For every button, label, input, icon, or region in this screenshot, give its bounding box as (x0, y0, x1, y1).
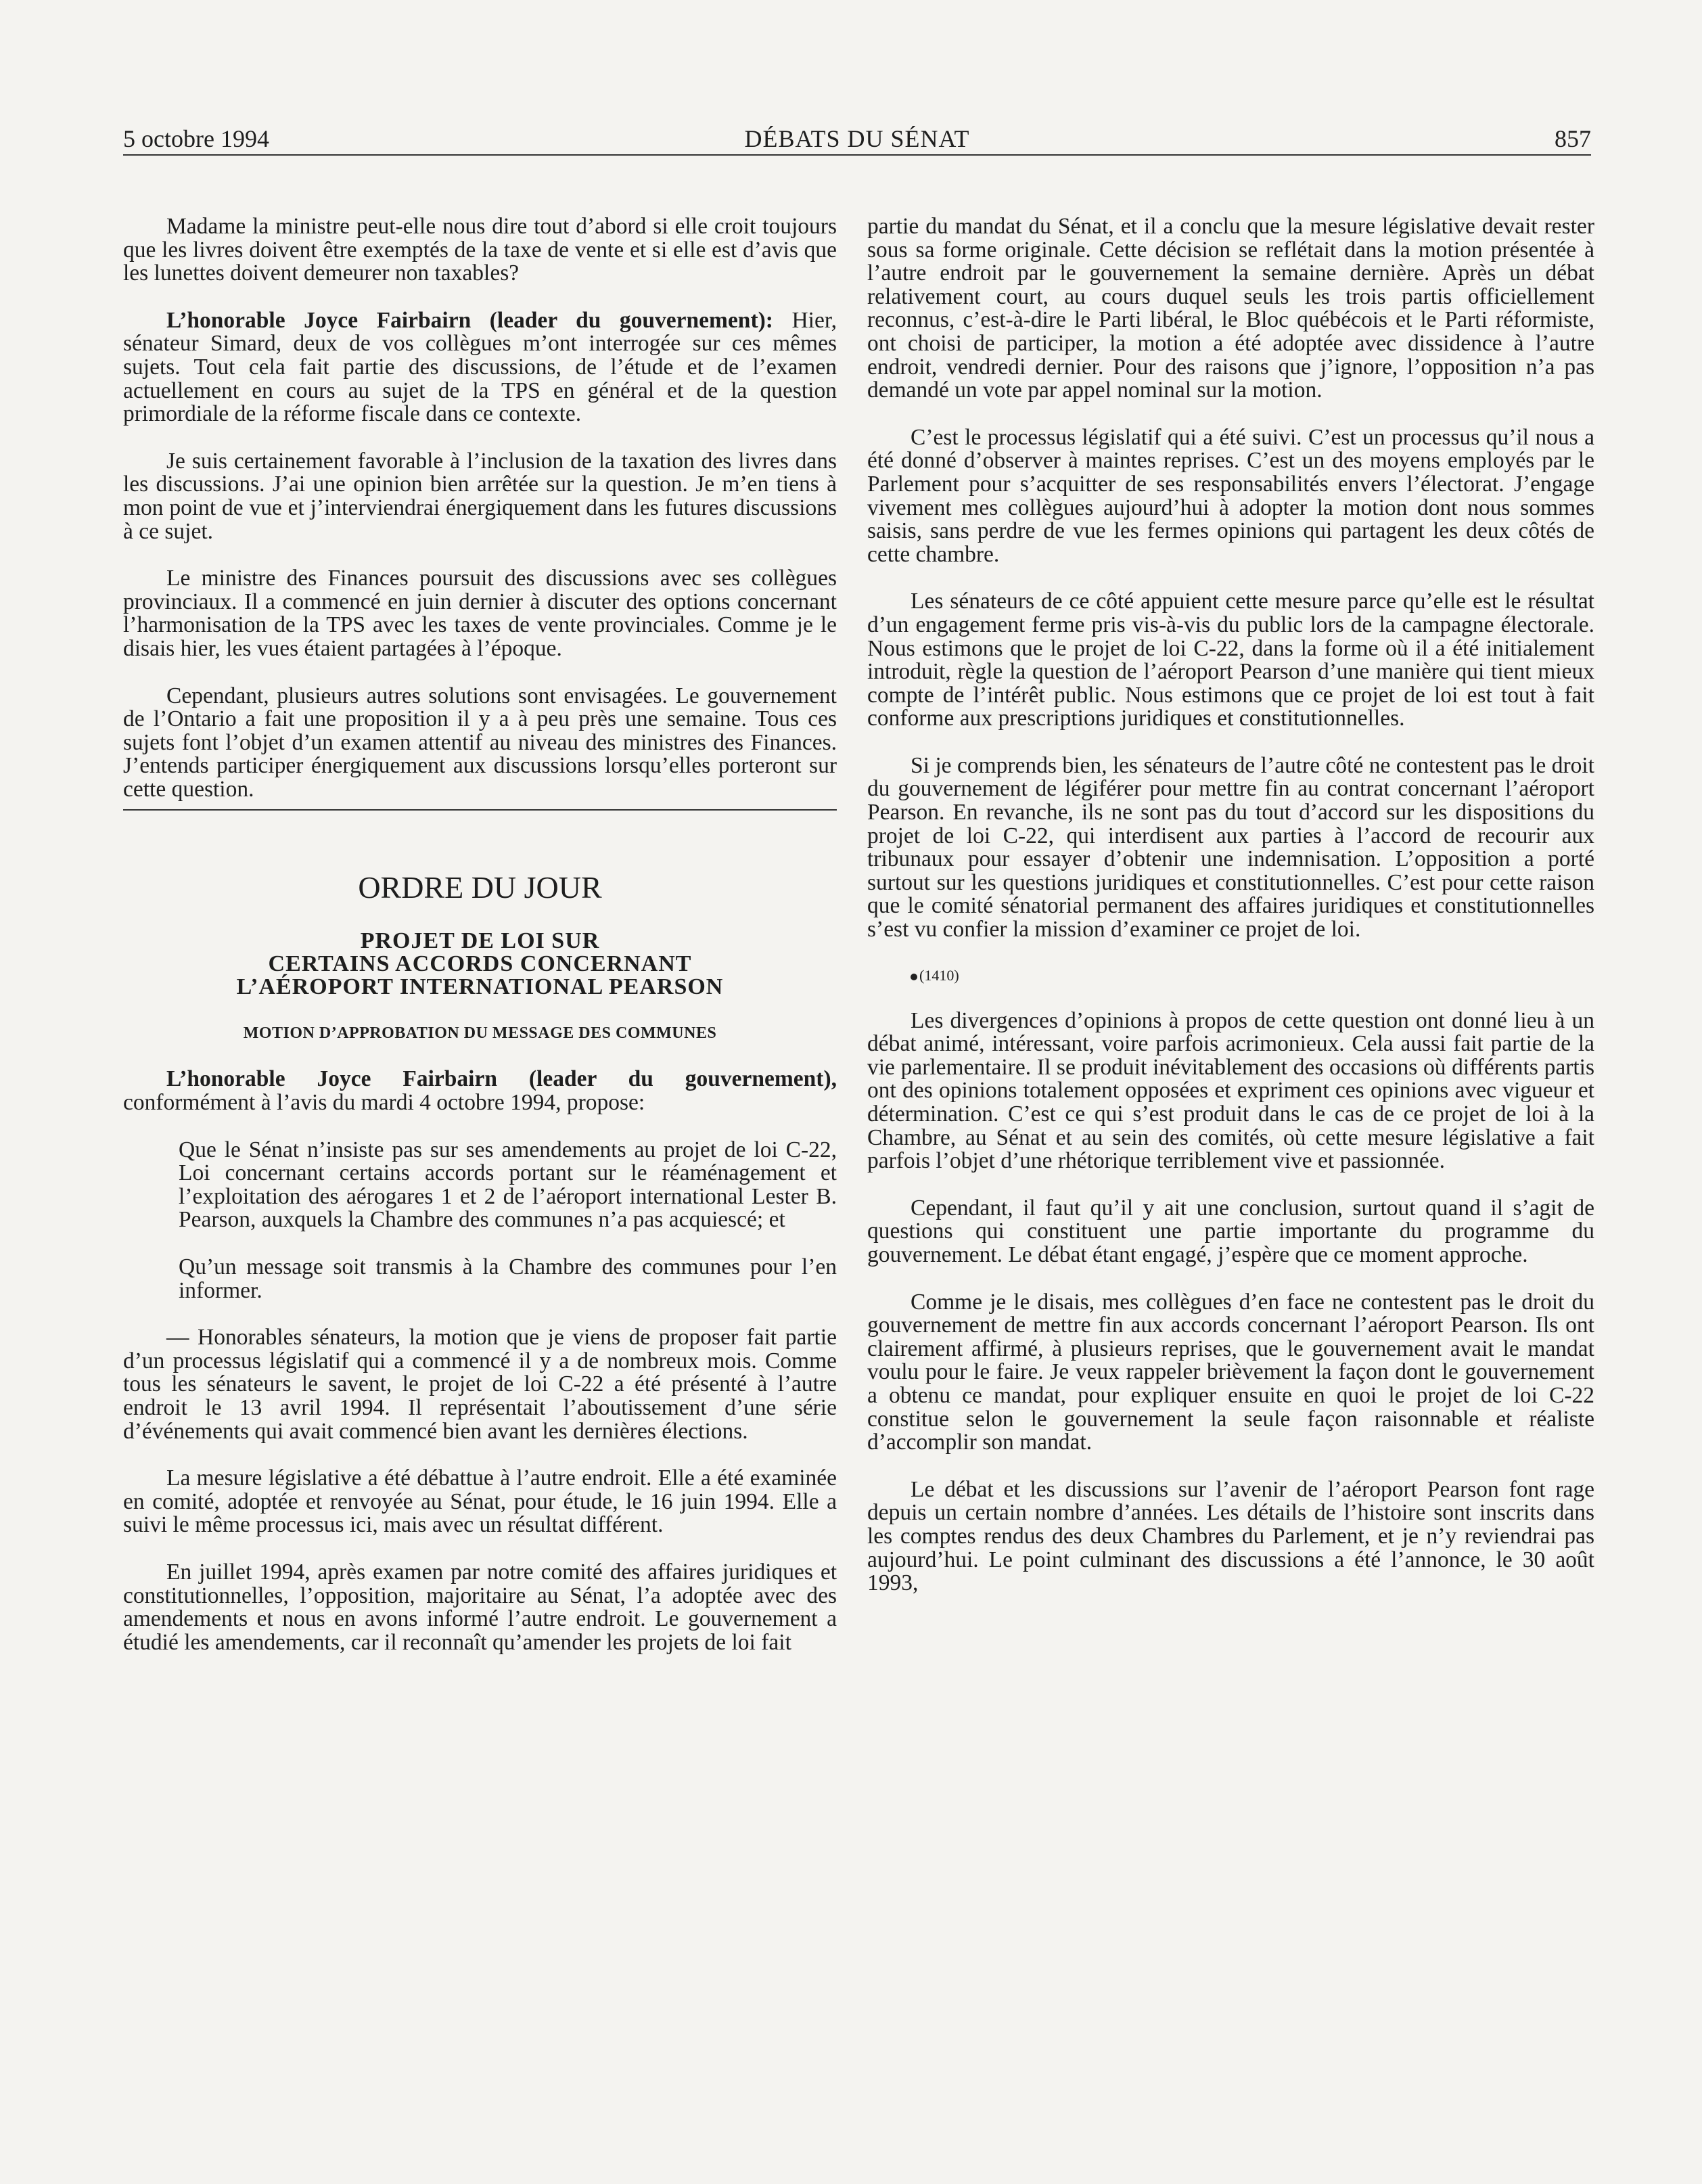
speaker-name: L’honorable Joyce Fairbairn (leader du gouvernement), (166, 1066, 837, 1092)
paragraph: partie du mandat du Sénat, et il a conclu que la mesure législative devait rester sous sa forme originale. Cette décision se reflétait dans la motion présentée à l’autre endroit par le gouvernement la semaine dernière. Après un débat relativement court, au cours duquel seuls les trois partis officiellement reconnus, c’est-à-dire le Parti libéral, le Bloc québécois et le Parti réformiste, ont choisi de participer, la motion a été adoptée avec dissidence à l’autre endroit, vendredi dernier. Pour des raisons que j’ignore, l’opposition n’a pas demandé un vote par appel nominal sur la motion. (867, 214, 1594, 403)
section-title: ORDRE DU JOUR (358, 870, 602, 905)
left-column (123, 215, 837, 1678)
bill-title-line: CERTAINS ACCORDS CONCERNANT (268, 951, 692, 977)
paragraph: En juillet 1994, après examen par notre comité des affaires juridiques et constitutionnelles, l’opposition, majoritaire au Sénat, l’a adoptée avec des amendements et nous en avons informé l’autre endroit. Le gouvernement a étudié les amendements, car il reconnaît qu’amender les projets de loi fait (123, 1559, 837, 1655)
speaker-name: L’honorable Joyce Fairbairn (leader du gouvernement): (166, 307, 773, 333)
header-title: DÉBATS DU SÉNAT (744, 125, 970, 152)
running-header (123, 123, 1591, 154)
paragraph: Le ministre des Finances poursuit des discussions avec ses collègues provinciaux. Il a commencé en juin dernier à discuter des options concernant l’harmonisation de la TPS avec les taxes de vente provinciales. Comme je le disais hier, les vues étaient partagées à l’époque. (123, 566, 837, 661)
paragraph: Cependant, plusieurs autres solutions sont envisagées. Le gouvernement de l’Ontario a fait une proposition il y a à peu près une semaine. Tous ces sujets font l’objet d’un examen attentif au niveau des ministres des Finances. J’entends participer énergiquement aux discussions lorsqu’elles porteront sur cette question. (123, 683, 837, 802)
bill-title-line: PROJET DE LOI SUR (360, 928, 600, 954)
header-page-number: 857 (1555, 125, 1591, 152)
paragraph-text: Hier, sénateur Simard, deux de vos collègues m’ont interrogée sur ces mêmes sujets. Tout cela fait partie des discussions, de l’étude et de l’examen actuellement en cours au sujet de la TPS en général et de la question primordiale de la réforme fiscale dans ce contexte. (123, 307, 837, 427)
paragraph: La mesure législative a été débattue à l’autre endroit. Elle a été examinée en comité, adoptée et renvoyée au Sénat, pour étude, le 16 juin 1994. Elle a suivi le même processus ici, mais avec un résultat différent. (123, 1465, 837, 1538)
section-divider (123, 809, 837, 811)
paragraph: Comme je le disais, mes collègues d’en face ne contestent pas le droit du gouvernement de mettre fin aux accords concernant l’aéroport Pearson. Ils ont clairement affirmé, à plusieurs reprises, que le gouvernement avait le mandat voulu pour le faire. Je veux rappeler brièvement la façon dont le gouvernement a obtenu ce mandat, pour expliquer ensuite en quoi le projet de loi C-22 constitue selon le gouvernement la seule façon raisonnable et réaliste d’accomplir son mandat. (867, 1289, 1594, 1455)
bill-title (123, 930, 837, 999)
paragraph-text: conformément à l’avis du mardi 4 octobre 1994, propose: (123, 1090, 645, 1116)
right-column (867, 215, 1594, 1619)
paragraph: Je suis certainement favorable à l’inclusion de la taxation des livres dans les discussions. J’ai une opinion bien arrêtée sur la question. Je m’en tiens à mon point de vue et j’interviendrai énergiquement dans les futures discussions à ce sujet. (123, 448, 837, 544)
paragraph (123, 1068, 837, 1114)
paragraph: Madame la ministre peut-elle nous dire tout d’abord si elle croit toujours que les livres doivent être exemptés de la taxe de vente et si elle est d’avis que les lunettes doivent demeurer non taxables? (123, 214, 837, 286)
motion-quote: Que le Sénat n’insiste pas sur ses amendements au projet de loi C-22, Loi concernant certains accords portant sur le réaménagement et l’exploitation des aérogares 1 et 2 de l’aéroport international Lester B. Pearson, auxquels la Chambre des communes n’a pas acquiescé; et (179, 1137, 837, 1233)
bullet-icon (911, 974, 917, 980)
paragraph (123, 309, 837, 426)
motion-subheading: MOTION D’APPROBATION DU MESSAGE DES COMMUNES (243, 1024, 717, 1043)
time-marker-label: (1410) (919, 966, 959, 984)
header-date: 5 octobre 1994 (123, 125, 269, 152)
paragraph: Si je comprends bien, les sénateurs de l’autre côté ne contestent pas le droit du gouvernement de légiférer pour mettre fin au contrat concernant l’aéroport Pearson. En revanche, ils ne sont pas du tout d’accord sur les dispositions du projet de loi C-22, qui interdisent aux parties à l’accord de recourir aux tribunaux pour essayer d’obtenir une indemnisation. L’opposition a porté surtout sur les questions juridiques et constitutionnelles. C’est pour cette raison que le comité sénatorial permanent des affaires juridiques et constitutionnelles s’est vu confier la mission d’examiner ce projet de loi. (867, 752, 1594, 942)
paragraph: C’est le processus législatif qui a été suivi. C’est un processus qu’il nous a été donné d’observer à maintes reprises. C’est un des moyens employés par le Parlement pour s’acquitter de ses responsabilités envers l’électorat. J’engage vivement mes collègues aujourd’hui à adopter la motion dont nous sommes saisis, sans perdre de vue les fermes opinions qui partagent les deux côtés de cette chambre. (867, 424, 1594, 567)
paragraph: Les sénateurs de ce côté appuient cette mesure parce qu’elle est le résultat d’un engagement ferme pris vis-à-vis du public lors de la campagne électorale. Nous estimons que le projet de loi C-22, dans la forme où il a été initialement introduit, règle la question de l’aéroport Pearson d’une manière qui tient mieux compte de l’intérêt public. Nous estimons que ce projet de loi est tout à fait conforme aux prescriptions juridiques et constitutionnelles. (867, 589, 1594, 731)
paragraph: Les divergences d’opinions à propos de cette question ont donné lieu à un débat animé, intéressant, voire parfois acrimonieux. Cela aussi fait partie de la vie parlementaire. Il se produit inévitablement des occasions où différents partis ont des opinions totalement opposées et expriment ces opinions avec vigueur et détermination. C’est ce qui s’est produit dans le cas de ce projet de loi à la Chambre, au Sénat et au sein des comités, où cette mesure législative a fait parfois l’objet d’une rhétorique terriblement vive et passionnée. (867, 1007, 1594, 1174)
paragraph: Le débat et les discussions sur l’avenir de l’aéroport Pearson font rage depuis un certain nombre d’années. Les détails de l’histoire sont inscrits dans les comptes rendus des deux Chambres du Parlement, et je n’y reviendrai pas aujourd’hui. Le point culminant des discussions a été l’annonce, le 30 août 1993, (867, 1476, 1594, 1596)
paragraph: — Honorables sénateurs, la motion que je viens de proposer fait partie d’un processus législatif qui a commencé il y a de nombreux mois. Comme tous les sénateurs le savent, le projet de loi C-22 a été présenté à l’autre endroit le 13 avril 1994. Il représentait l’aboutissement d’une série d’événements qui avait commencé bien avant les dernières élections. (123, 1325, 837, 1444)
time-marker (867, 965, 1594, 986)
bill-title-line: L’AÉROPORT INTERNATIONAL PEARSON (236, 974, 724, 1000)
motion-quote: Qu’un message soit transmis à la Chambre des communes pour l’en informer. (179, 1254, 837, 1303)
paragraph: Cependant, il faut qu’il y ait une conclusion, surtout quand il s’agit de questions qui constituent une partie importante du programme du gouvernement. Le débat étant engagé, j’espère que ce moment approche. (867, 1195, 1594, 1267)
header-rule (123, 154, 1591, 156)
